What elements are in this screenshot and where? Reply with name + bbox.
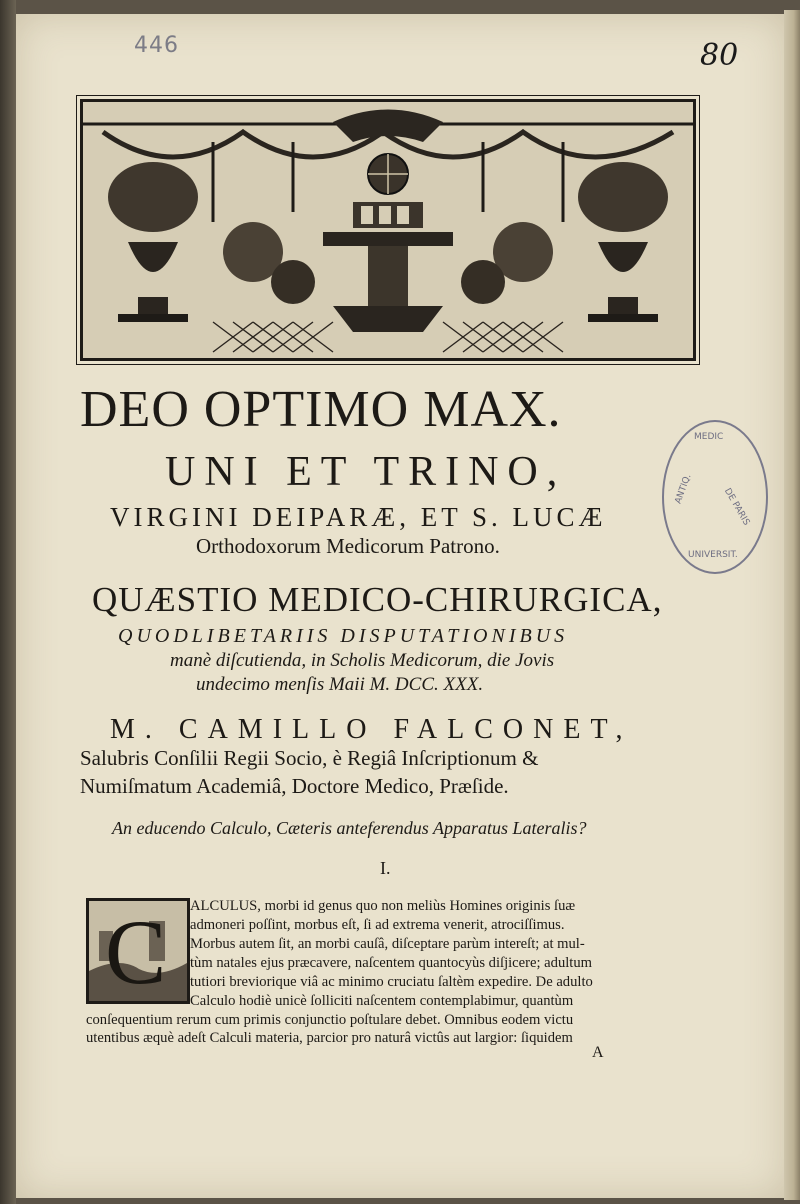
title-line-3: VIRGINI DEIPARÆ, ET S. LUCÆ xyxy=(110,502,607,532)
title-line-6: QUODLIBETARIIS DISPUTATIONIBUS xyxy=(118,625,569,647)
title-line-5: QUÆSTIO MEDICO-CHIRURGICA, xyxy=(92,580,663,619)
section-number: I. xyxy=(380,858,391,878)
title-line-8: undecimo menſis Maii M. DCC. XXX. xyxy=(196,674,484,695)
presiding-credentials-2: Numiſmatum Academiâ, Doctore Medico, Præſide. xyxy=(80,774,509,798)
shelfmark: 446 xyxy=(134,33,179,58)
body-line: ALCULUS, morbi id genus quo non meliùs Homines originis ſuæ xyxy=(190,898,576,914)
catchword: A xyxy=(592,1044,604,1061)
garland-vase-icon xyxy=(83,102,693,358)
body-line: tùm natales ejus præcavere, naſcentem quantocyùs diſjicere; adultum xyxy=(190,955,592,971)
stamp-text-right: DE PARIS xyxy=(721,486,752,528)
body-line: tutiori breviorique viâ ac minimo cruciatu ſaltèm expedire. De adulto xyxy=(190,974,593,990)
stamp-text-top: MEDIC xyxy=(694,432,724,442)
dropcap-ornament xyxy=(86,898,190,1004)
title-line-2: UNI ET TRINO, xyxy=(165,449,567,495)
presiding-credentials-1: Salubris Conſilii Regii Socio, è Regiâ Inſcriptionum & xyxy=(80,746,539,770)
body-line: utentibus æquè adeſt Calculi materia, parcior pro naturâ victûs aut largior: ſiquidem xyxy=(86,1030,573,1046)
body-line: conſequentium rerum cum primis conjunctio poſtulare debet. Omnibus eodem victu xyxy=(86,1012,574,1028)
stamp-text-bottom: UNIVERSIT. xyxy=(688,550,738,560)
body-line: admoneri poſſint, morbus eſt, ſi ad extrema venerit, atrociſſimus. xyxy=(190,917,565,933)
dropcap-letter: C xyxy=(105,901,167,1003)
body-line: Morbus autem ſit, an morbi cauſâ, diſceptare parùm intereſt; at mul- xyxy=(190,936,585,952)
title-line-7: manè diſcutienda, in Scholis Medicorum, die Jovis xyxy=(170,650,555,671)
title-line-1: DEO OPTIMO MAX. xyxy=(80,381,562,438)
page-fore-edge xyxy=(784,10,800,1200)
title-line-4: Orthodoxorum Medicorum Patrono. xyxy=(196,534,500,558)
headpiece-ornament xyxy=(80,99,696,361)
body-line: Calculo hodiè unicè ſolliciti naſcentem contemplabimur, quantùm xyxy=(190,993,574,1009)
folio-number: 80 xyxy=(700,38,739,73)
binding-edge xyxy=(0,0,16,1204)
library-stamp xyxy=(662,420,768,574)
stamp-text-side: ANTIQ. xyxy=(673,472,694,506)
presiding-name: M. CAMILLO FALCONET, xyxy=(110,714,633,745)
thesis-question: An educendo Calculo, Cæteris anteferendus Apparatus Lateralis? xyxy=(112,818,587,838)
